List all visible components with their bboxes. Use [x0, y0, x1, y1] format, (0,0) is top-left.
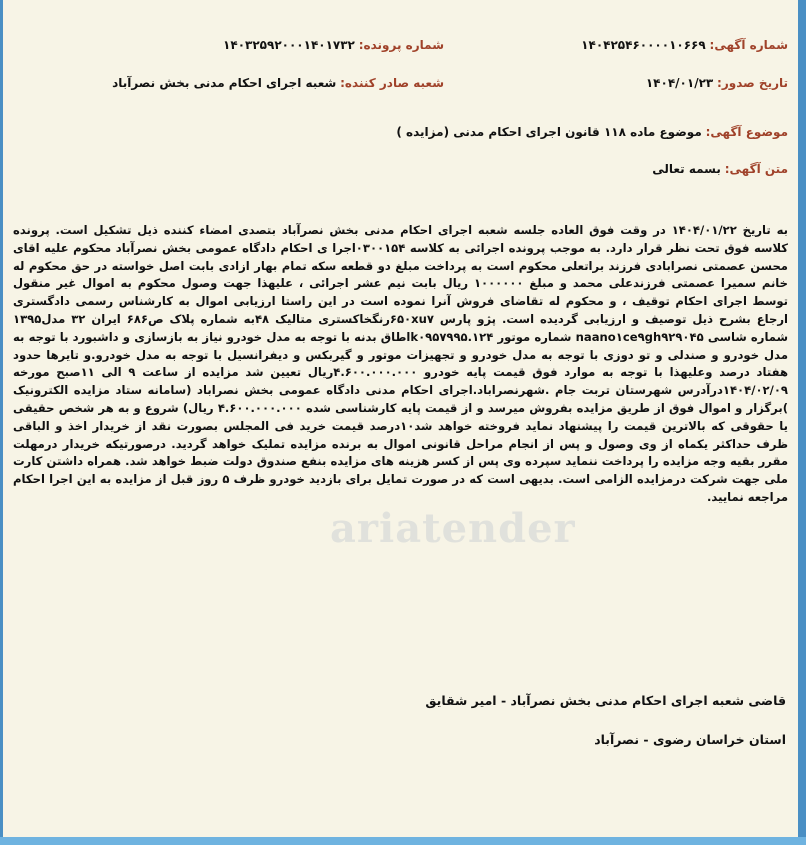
notice-number-label: شماره آگهی: [709, 38, 788, 52]
notice-number-value: ۱۴۰۴۲۵۴۶۰۰۰۰۱۰۶۶۹ [581, 38, 706, 52]
issue-date-value: ۱۴۰۴/۰۱/۲۳ [645, 76, 714, 90]
text-label: متن آگهی: [724, 162, 788, 176]
text-intro: بسمه تعالی [652, 162, 721, 176]
window-frame-right [798, 0, 806, 845]
file-number-label: شماره پرونده: [358, 38, 444, 52]
subject-value: موضوع ماده ۱۱۸ قانون اجرای احکام مدنی (مزایده ) [396, 125, 702, 139]
window-frame-bottom [0, 837, 806, 845]
notice-document [3, 0, 798, 837]
subject-row [396, 125, 788, 139]
notice-number-row [581, 38, 788, 52]
issue-date-label: تاریخ صدور: [717, 76, 788, 90]
file-number-row [223, 38, 444, 52]
issuer-row [112, 76, 444, 90]
subject-label: موضوع آگهی: [705, 125, 788, 139]
watermark-logo: ariatender [330, 505, 576, 552]
signatory: قاضی شعبه اجرای احکام مدنی بخش نصرآباد - امیر شقایق [425, 693, 786, 708]
location: استان خراسان رضوی - نصرآباد [594, 732, 786, 747]
file-number-value: ۱۴۰۳۲۵۹۲۰۰۰۱۴۰۱۷۳۲ [223, 38, 355, 52]
issuer-value: شعبه اجرای احکام مدنی بخش نصرآباد [112, 76, 337, 90]
notice-body: به تاریخ ۱۴۰۴/۰۱/۲۲ در وقت فوق العاده جلسه شعبه اجرای احکام مدنی بخش نصرآباد بتصدی امضاء کننده ذیل تشکیل است. پرونده کلاسه فوق تحت نظر قرار دارد. به موجب پرونده اجرائی به کلاسه ۰۳۰۰۱۵۴اجرا ی احکام دادگاه عمومی بخش نصرآباد محکوم علیه اقای محسن عصمتی نصرابادی فرزند براتعلی محکوم است به پرداخت مبلغ دو قطعه سکه تمام بهار ازادی بابت اصل خواسته در حق محکوم له خانم سمیرا عصمتی فرزندعلی محمد و مبلغ ۱۰۰۰۰۰۰ ریال بابت نیم عشر اجرائی ، علیهذا جهت وصول محکوم به اموال غیر منقول توسط اجرای احکام توقیف ، و محکوم له تقاضای فروش آنرا نموده است در این راستا ارزیابی اموال به کارشناس رسمی دادگستری ارجاع بشرح ذیل توصیف و ارزیابی گردیده است. پژو پارس ۶۵۰xu۷رنگخاکستری متالیک ۴۸به شماره پلاک ص۶۸۶ ایران ۳۲ مدل۱۳۹۵ شماره شاسی naano۱ce۹gh۹۲۹۰۴۵ شماره موتور k۰۹۵۷۹۹۵.۱۲۴اطاق بدنه با توجه به مدل خودرو نیاز به بازسازی و داشبورد با توجه به مدل خودرو و صندلی و تو دوزی با توجه به مدل خودرو و تجهیزات موتور و گیربکس و دیفرانسیل با توجه به مدل خودرو.و تایرها حدود هفتاد درصد وعلیهذا با توجه به موارد فوق قیمت پایه خودرو ۴.۶۰۰.۰۰۰.۰۰۰ریال تعیین شد مزایده از ساعت ۹ الی ۱۱صبح مورخه ۱۴۰۴/۰۲/۰۹درآدرس شهرستان تربت جام .شهرنصراباد.اجرای احکام مدنی دادگاه عمومی بخش نصراباد (سامانه ستاد مزایده الکترونیک )برگزار و اموال فوق از طریق مزایده بفروش میرسد و از قیمت پایه کارشناسی شده ۴.۶۰۰.۰۰۰.۰۰۰ ریال) شروع و به هر شخص حقیقی یا حقوقی که بالاترین قیمت را پیشنهاد نماید فروخته خواهد شد۱۰درصد قیمت خرید فی المجلس بصورت نقد از خریدار اخذ و الباقی ظرف حداکثر یکماه از وی وصول و پس از انجام مراحل قانونی اموال به برنده مزایده تملیک خواهد گردید. درصورتیکه خریدار درمهلت مقرر بقیه وجه مزایده را پرداخت ننماید سپرده وی پس از کسر هزینه های مزایده بنفع صندوق دولت ضبط خواهد شد. همراه داشتن کارت ملی جهت شرکت درمزایده الزامی است. بدیهی است که در صورت تمایل برای بازدید خودرو ظرف ۵ روز قبل از مزایده به این اجرا احکام مراجعه نمایید. [13, 223, 789, 504]
issuer-label: شعبه صادر کننده: [340, 76, 444, 90]
issue-date-row [646, 76, 788, 90]
text-row [652, 162, 788, 176]
